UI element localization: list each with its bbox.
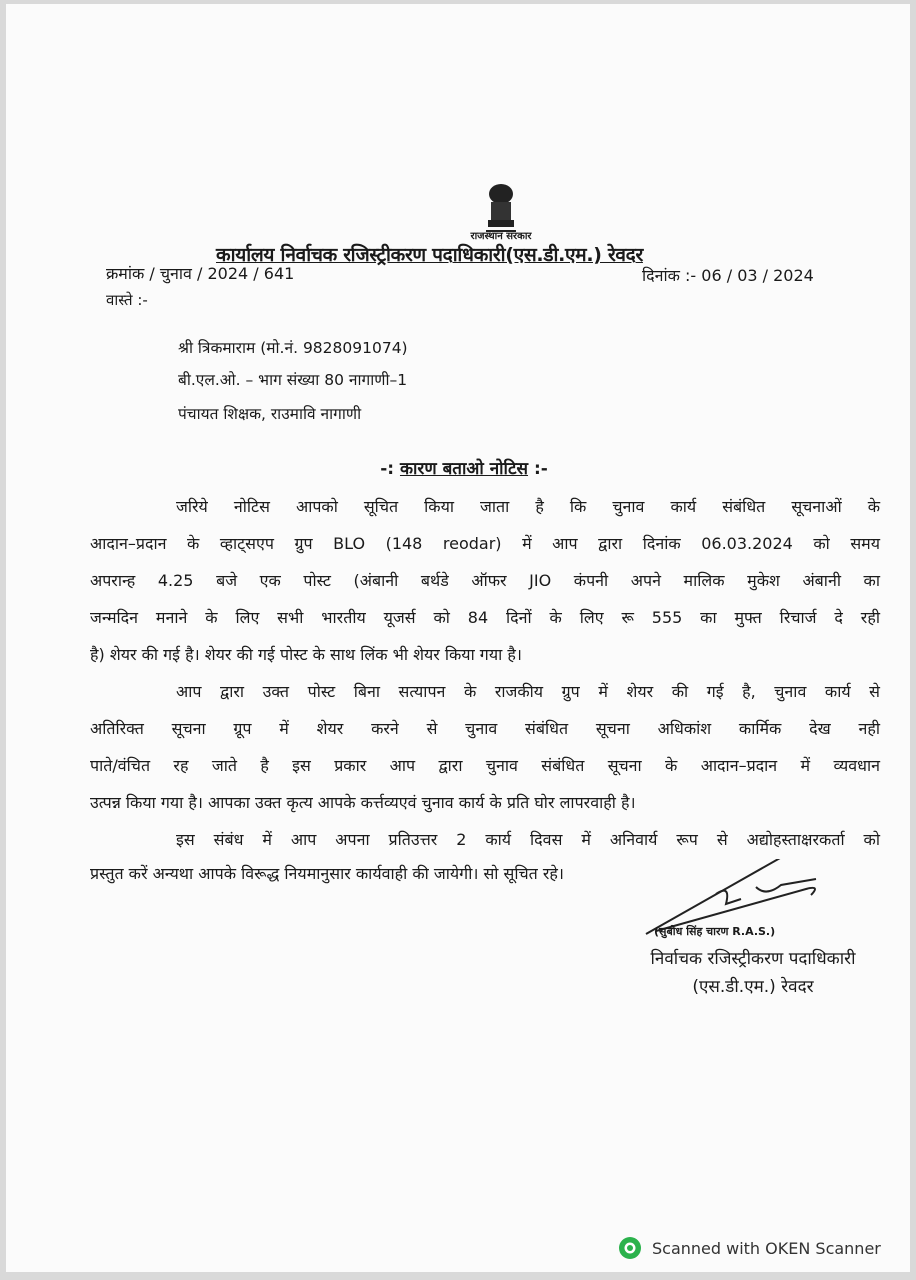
notice-title <box>6 456 916 479</box>
body-line: है) शेयर की गई है। शेयर की गई पोस्ट के साथ लिंक भी शेयर किया गया है। <box>90 645 522 664</box>
signatory-designation: निर्वाचक रजिस्ट्रीकरण पदाधिकारी <box>650 949 856 969</box>
addressee-line: श्री त्रिकमाराम (मो.नं. 9828091074) <box>178 339 408 357</box>
state-emblem-icon <box>476 182 526 234</box>
body-line: अतिरिक्त सूचना ग्रूप में शेयर करने से चुनाव संबंधित सूचना अधिकांश कार्मिक देख नही <box>90 719 880 738</box>
reference-number: क्रमांक / चुनाव / 2024 / 641 <box>106 264 295 283</box>
body-line: पाते/वंचित रह जाते है इस प्रकार आप द्वारा चुनाव संबंधित सूचना के आदान–प्रदान में व्यवधान <box>90 756 880 775</box>
signatory-office: (एस.डी.एम.) रेवदर <box>692 977 814 997</box>
body-line: जन्मदिन मनाने के लिए सभी भारतीय यूजर्स को 84 दिनों के लिए रू 555 का मुफ्त रिचार्ज दे रही <box>90 608 880 627</box>
to-label: वास्ते :- <box>106 291 148 309</box>
body-line: इस संबंध में आप अपना प्रतिउत्तर 2 कार्य दिवस में अनिवार्य रूप से अद्योहस्ताक्षरकर्ता को <box>176 830 880 849</box>
signatory-name: (सुबोध सिंह चारण R.A.S.) <box>654 925 776 938</box>
watermark-text: Scanned with OKEN Scanner <box>652 1238 881 1258</box>
office-title: कार्यालय निर्वाचक रजिस्ट्रीकरण पदाधिकारी(एस.डी.एम.) रेवदर <box>216 244 643 266</box>
body-line: जरिये नोटिस आपको सूचित किया जाता है कि चुनाव कार्य संबंधित सूचनाओं के <box>176 497 880 516</box>
notice-prefix: -: <box>380 459 395 479</box>
document-page <box>6 4 910 1272</box>
body-line: आदान–प्रदान के व्हाट्सएप ग्रुप BLO (148 reodar) में आप द्वारा दिनांक 06.03.2024 को समय <box>90 534 880 553</box>
letter-date: दिनांक :- 06 / 03 / 2024 <box>642 266 814 285</box>
addressee-line: पंचायत शिक्षक, राउमावि नागाणी <box>178 405 362 423</box>
government-label: राजस्थान सरकार <box>470 231 532 242</box>
oken-scanner-logo-icon <box>618 1236 642 1260</box>
body-line: अपरान्ह 4.25 बजे एक पोस्ट (अंबानी बर्थडे ऑफर JIO कंपनी अपने मालिक मुकेश अंबानी का <box>90 571 880 590</box>
body-line: आप द्वारा उक्त पोस्ट बिना सत्यापन के राजकीय ग्रुप में शेयर की गई है, चुनाव कार्य से <box>176 682 880 701</box>
notice-suffix: :- <box>533 459 548 479</box>
body-line: उत्पन्न किया गया है। आपका उक्त कृत्य आपके कर्त्तव्यएवं चुनाव कार्य के प्रति घोर लापरवाही है। <box>90 793 636 812</box>
scanner-watermark <box>618 1236 881 1260</box>
body-line: प्रस्तुत करें अन्यथा आपके विरूद्ध नियमानुसार कार्यवाही की जायेगी। सो सूचित रहे। <box>90 864 564 883</box>
notice-title-text: कारण बताओ नोटिस <box>399 459 529 479</box>
addressee-line: बी.एल.ओ. – भाग संख्या 80 नागाणी–1 <box>178 371 408 389</box>
